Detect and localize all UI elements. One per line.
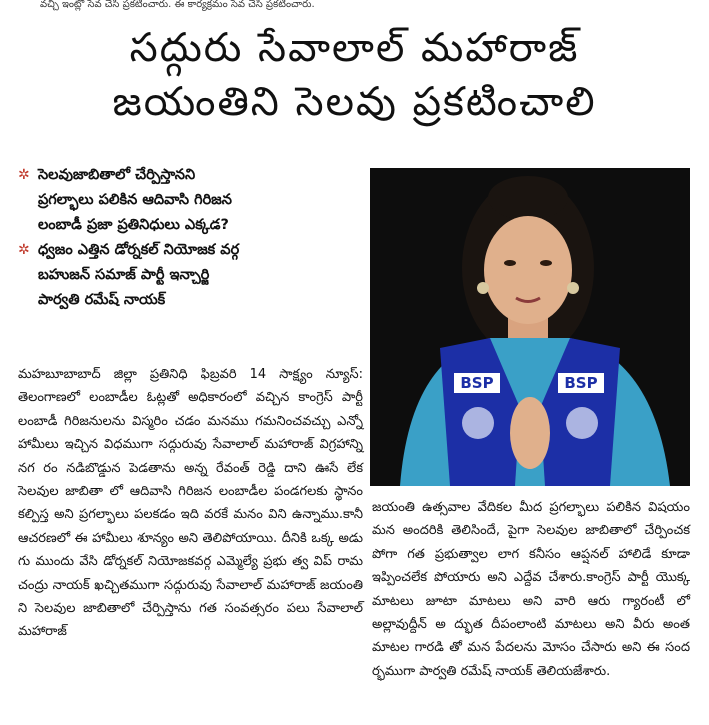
bullet-item xyxy=(18,238,358,313)
article-paragraph: మహబూబాబాద్ జిల్లా ప్రతినిధి ఫిబ్రవరి 14 సాక్ష్యం న్యూస్: తెలంగాణలో లంబాడీల ఓట్లతో అధికారంలో వచ్చిన కాంగ్రెస్ పార్టీ లంబాడీ గిరిజనులను విస్మరిం చడం మనము గమనించవచ్చు ఎన్నో హామీలు ఇచ్చిన విధముగా సద్గురువు సేవాలాల్ మహారాజ్ విగ్రహాన్ని నగ రం నడిబొడ్డున పెడతాను అన్న రేవంత్ రెడ్డి దాని ఊసే లేక సెలవుల జాబితా లో ఆదివాసి గిరిజన లంబాడీల పండగలకు స్థానం కల్పిస్త అని ప్రగల్భాలు పలకడం ఇది వరకే మనం విని ఉన్నాము.కానీ ఆచరణలో ఈ హామీలు శూన్యం అని తెలిపోయాయి. దీనికి ఒక్క అడు గు ముందు వేసి డోర్నకల్ నియోజకవర్గ ఎమ్మెల్యే ప్రభు త్వ విప్ రామ చంద్రు నాయక్ ఖచ్చితముగా సద్గురువు సేవాలాల్ మహారాజ్ జయంతి ని సెలవుల జాబితాలో చేర్పిస్తాను గత సంవత్సరం పలు సేవాలాల్ మహారాజ్ xyxy=(18,367,363,640)
portrait-photo xyxy=(370,168,690,486)
bsp-badge-right: BSP xyxy=(564,374,598,392)
headline xyxy=(0,22,709,130)
article-paragraph: జయంతి ఉత్సవాల వేదికల మీద ప్రగల్భాలు పలికిన విషయం మన అందరికి తెలిసిందే, పైగా సెలవుల జాబితాలో చేర్పించక పోగా గత ప్రభుత్వాల లాగ కనీసం ఆప్షనల్ హాలిడే కూడా ఇప్పించలేక పోయారు అని ఎద్దేవ చేశారు.కాంగ్రెస్ పార్టీ యొక్క మాటలు జూటా మాటలు అని వారి ఆరు గ్యారంటీ లో అల్లావుద్దీన్ అ ద్భుత దీపంలాంటి మాటలు అని వీరు అంత మాటల గారడి తో మన పేదలను మోసం చేసారు అని ఈ సంద ర్భముగా పార్వతి రమేష్ నాయక్ తెలియజేశారు. xyxy=(372,500,690,679)
previous-article-fragment: వచ్చి ఇంట్లో సేవ చేసి ప్రకటించారు. ఈ కార్యక్రమం సేవ చేసి ప్రకటించారు. xyxy=(40,0,315,10)
headline-line-1: సద్గురు సేవాలాల్ మహారాజ్ xyxy=(129,25,580,71)
bullet-text: సెలవుజాబితాలో చేర్పిస్తానని ప్రగల్భాలు పలికిన ఆదివాసి గిరిజన లంబాడీ ప్రజా ప్రతినిధులు ఎక్కడ? xyxy=(38,167,232,233)
portrait-illustration xyxy=(370,168,690,486)
star-bullet-icon: ✲ xyxy=(18,167,30,183)
bullet-text: ధ్వజం ఎత్తిన డోర్నకల్ నియోజక వర్గ బహుజన్ సమాజ్ పార్టీ ఇన్చార్జి పార్వతి రమేష్ నాయక్ xyxy=(38,242,240,308)
headline-line-2: జయంతిని సెలవు ప్రకటించాలి xyxy=(112,79,597,125)
bsp-badge-left: BSP xyxy=(460,374,494,392)
article-column-left xyxy=(18,363,363,644)
bullet-item xyxy=(18,163,358,238)
highlight-bullets xyxy=(18,163,358,313)
article-column-right xyxy=(372,496,690,683)
star-bullet-icon: ✲ xyxy=(18,242,30,258)
